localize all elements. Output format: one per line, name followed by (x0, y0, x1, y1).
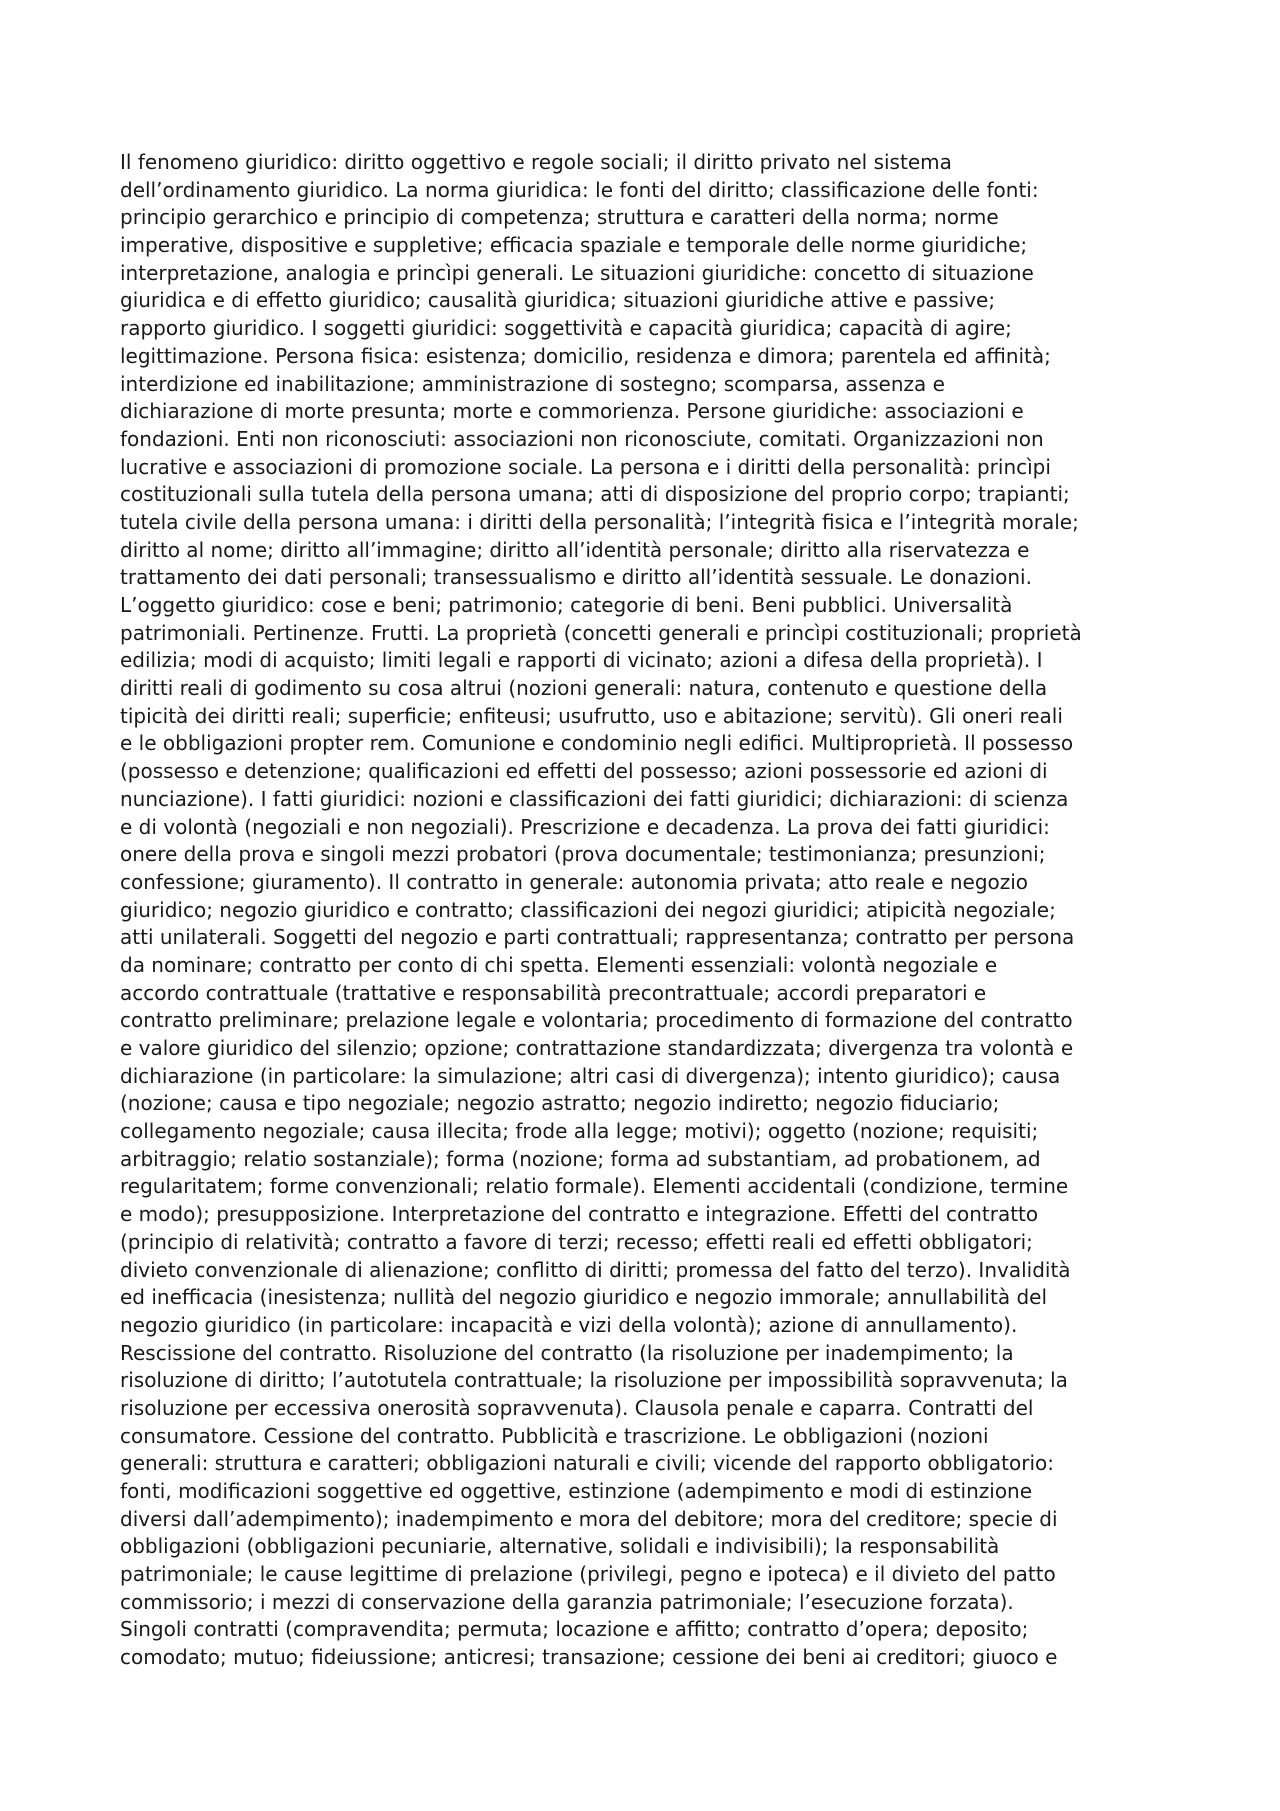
text-line: imperative, dispositive e suppletive; efficacia spaziale e temporale delle norme giuridiche; (120, 233, 1028, 258)
text-line: (possesso e detenzione; qualificazioni ed effetti del possesso; azioni possessorie ed azioni di (120, 759, 1048, 784)
text-line: divieto convenzionale di alienazione; conflitto di diritti; promessa del fatto del terzo). Invalidità (120, 1257, 1071, 1282)
text-line: rapporto giuridico. I soggetti giuridici: soggettività e capacità giuridica; capacità di agire; (120, 316, 1012, 341)
text-line: legittimazione. Persona fisica: esistenza; domicilio, residenza e dimora; parentela ed affinità; (120, 343, 1051, 368)
text-line: giuridico; negozio giuridico e contratto; classificazioni dei negozi giuridici; atipicità negoziale; (120, 897, 1056, 922)
text-line: consumatore. Cessione del contratto. Pubblicità e trascrizione. Le obbligazioni (nozioni (120, 1423, 989, 1448)
text-line: onere della prova e singoli mezzi probatori (prova documentale; testimonianza; presunzioni; (120, 842, 1046, 867)
text-line: generali: struttura e caratteri; obbligazioni naturali e civili; vicende del rapporto obbligatorio: (120, 1451, 1054, 1476)
text-line: e valore giuridico del silenzio; opzione; contrattazione standardizzata; divergenza tra volontà e (120, 1036, 1074, 1060)
text-line: trattamento dei dati personali; transessualismo e diritto all’identità sessuale. Le donazioni. (120, 565, 1032, 590)
text-line: tipicità dei diritti reali; superficie; enfiteusi; usufrutto, uso e abitazione; servitù). Gli oneri reali (120, 703, 1063, 728)
text-line: ed inefficacia (inesistenza; nullità del negozio giuridico e negozio immorale; annullabilità del (120, 1285, 1048, 1310)
text-line: atti unilaterali. Soggetti del negozio e parti contrattuali; rappresentanza; contratto per persona (120, 925, 1075, 950)
text-line: tutela civile della persona umana: i diritti della personalità; l’integrità fisica e l’integrità morale; (120, 509, 1079, 534)
text-line: diversi dall’adempimento); inadempimento e mora del debitore; mora del creditore; specie di (120, 1506, 1058, 1531)
text-line: da nominare; contratto per conto di chi spetta. Elementi essenziali: volontà negoziale e (120, 952, 998, 977)
text-line: obbligazioni (obbligazioni pecuniarie, alternative, solidali e indivisibili); la responsabilità (120, 1534, 1000, 1559)
text-line: L’oggetto giuridico: cose e beni; patrimonio; categorie di beni. Beni pubblici. Universalità (120, 593, 1013, 617)
text-line: Singoli contratti (compravendita; permuta; locazione e affitto; contratto d’opera; deposito; (120, 1617, 1029, 1642)
text-line: confessione; giuramento). Il contratto in generale: autonomia privata; atto reale e negozio (120, 869, 1029, 894)
text-line: diritti reali di godimento su cosa altrui (nozioni generali: natura, contenuto e questione della (120, 676, 1048, 701)
text-line: patrimoniali. Pertinenze. Frutti. La proprietà (concetti generali e princìpi costituzionali; proprietà (120, 620, 1082, 645)
text-line: risoluzione per eccessiva onerosità sopravvenuta). Clausola penale e caparra. Contratti del (120, 1395, 1034, 1420)
text-line: accordo contrattuale (trattative e responsabilità precontrattuale; accordi preparatori e (120, 980, 987, 1005)
text-line: commissorio; i mezzi di conservazione della garanzia patrimoniale; l’esecuzione forzata). (120, 1589, 1014, 1614)
text-line: (principio di relatività; contratto a favore di terzi; recesso; effetti reali ed effetti obbligatori; (120, 1229, 1033, 1254)
text-line: e di volontà (negoziali e non negoziali). Prescrizione e decadenza. La prova dei fatti giuridici: (120, 814, 1050, 839)
body-paragraph (120, 149, 1180, 1672)
text-line: fonti, modificazioni soggettive ed oggettive, estinzione (adempimento e modi di estinzione (120, 1479, 1033, 1503)
text-line: giuridica e di effetto giuridico; causalità giuridica; situazioni giuridiche attive e passive; (120, 288, 996, 313)
text-line: collegamento negoziale; causa illecita; frode alla legge; motivi); oggetto (nozione; requisiti; (120, 1119, 1039, 1144)
text-line: edilizia; modi di acquisto; limiti legali e rapporti di vicinato; azioni a difesa della proprietà). I (120, 648, 1043, 673)
text-line: diritto al nome; diritto all’immagine; diritto all’identità personale; diritto alla riservatezza e (120, 537, 1030, 562)
text-line: (nozione; causa e tipo negoziale; negozio astratto; negozio indiretto; negozio fiduciario; (120, 1091, 1000, 1116)
text-line: Il fenomeno giuridico: diritto oggettivo e regole sociali; il diritto privato nel sistema (120, 150, 952, 174)
text-line: interpretazione, analogia e princìpi generali. Le situazioni giuridiche: concetto di situazione (120, 260, 1034, 285)
text-line: contratto preliminare; prelazione legale e volontaria; procedimento di formazione del contratto (120, 1008, 1073, 1033)
text-line: dichiarazione di morte presunta; morte e commorienza. Persone giuridiche: associazioni e (120, 399, 1024, 424)
text-line: nunciazione). I fatti giuridici: nozioni e classificazioni dei fatti giuridici; dichiarazioni: di scienza (120, 786, 1069, 811)
text-line: costituzionali sulla tutela della persona umana; atti di disposizione del proprio corpo; trapianti; (120, 482, 1070, 507)
text-line: dell’ordinamento giuridico. La norma giuridica: le fonti del diritto; classificazione delle fonti: (120, 177, 1039, 202)
text-line: patrimoniale; le cause legittime di prelazione (privilegi, pegno e ipoteca) e il divieto del patto (120, 1562, 1056, 1587)
text-line: negozio giuridico (in particolare: incapacità e vizi della volontà); azione di annullamento). (120, 1312, 1018, 1337)
text-line: lucrative e associazioni di promozione sociale. La persona e i diritti della personalità: princìpi (120, 454, 1051, 479)
text-line: Rescissione del contratto. Risoluzione del contratto (la risoluzione per inadempimento; la (120, 1340, 1014, 1365)
text-line: principio gerarchico e principio di competenza; struttura e caratteri della norma; norme (120, 205, 999, 230)
text-line: e modo); presupposizione. Interpretazione del contratto e integrazione. Effetti del contratto (120, 1202, 1039, 1227)
text-line: interdizione ed inabilitazione; amministrazione di sostegno; scomparsa, assenza e (120, 371, 945, 396)
text-line: e le obbligazioni propter rem. Comunione e condominio negli edifici. Multiproprietà. Il possesso (120, 731, 1074, 756)
text-line: comodato; mutuo; fideiussione; anticresi; transazione; cessione dei beni ai creditori; giuoco e (120, 1645, 1058, 1670)
text-line: dichiarazione (in particolare: la simulazione; altri casi di divergenza); intento giuridico); causa (120, 1063, 1061, 1088)
text-line: fondazioni. Enti non riconosciuti: associazioni non riconosciute, comitati. Organizzazioni non (120, 426, 1044, 451)
text-line: risoluzione di diritto; l’autotutela contrattuale; la risoluzione per impossibilità sopravvenuta; la (120, 1368, 1068, 1393)
text-line: arbitraggio; relatio sostanziale); forma (nozione; forma ad substantiam, ad probationem, ad (120, 1146, 1041, 1171)
text-line: regularitatem; forme convenzionali; relatio formale). Elementi accidentali (condizione, termine (120, 1174, 1069, 1199)
